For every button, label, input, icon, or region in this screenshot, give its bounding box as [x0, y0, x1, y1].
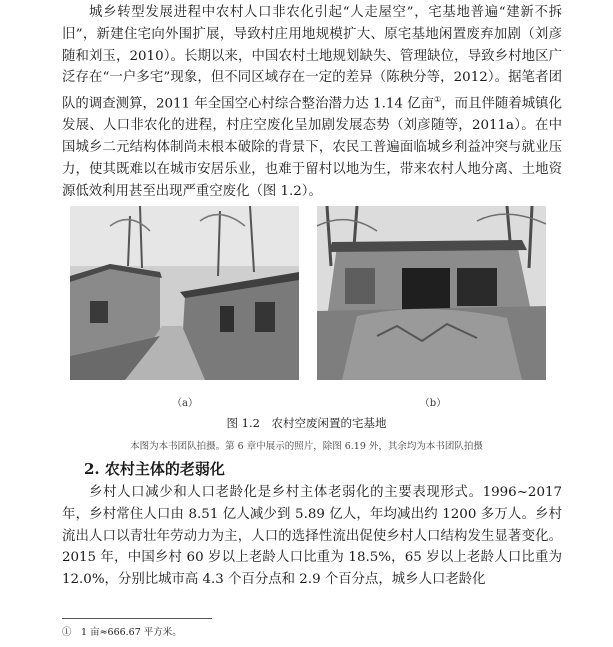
photo-collapsed-house — [317, 206, 546, 380]
figure-sublabel-a: （a） — [172, 398, 198, 409]
footnote-divider — [62, 618, 212, 619]
paragraph-1-text: 城乡转型发展进程中农村人口非农化引起“人走屋空”，宅基地普遍“建新不拆旧”，新建住宅向外围扩展，导致村庄用地规模扩大、原宅基地闲置废弃加剧（刘彦随和刘玉，2010）。长期以来，中国农村土地规划缺失、管理缺位，导致乡村地区广泛存在“一户多宅”现象，但不同区域存在一定的差异（陈秧分等，2012）。据笔者团队的调查测算，2011 年全国空心村综合整治潜力达 1.14 亿亩 — [62, 5, 562, 112]
paragraph-1-continued: ，而且伴随着城镇化发展、人口非农化的进程，村庄空废化呈加剧发展态势（刘彦随等，2011a）。在中国城乡二元结构体制尚未根本破除的背景下，农民工普遍面临城乡利益冲突与就业压力，使其既难以在城市安居乐业，也难于留村以地为生，带来农村人地分离、土地资源低效利用甚至出现严重空废化（图 1.2）。 — [62, 96, 562, 199]
figure-note: 本图为本书团队拍摄。第 6 章中展示的照片，除图 6.19 外，其余均为本书团队拍摄 — [130, 441, 483, 452]
photo-village-lane — [70, 206, 299, 380]
section-heading: 2. 农村主体的老弱化 — [84, 460, 225, 478]
footnote: ① 1 亩≈666.67 平方米。 — [62, 627, 182, 638]
footnote-marker[interactable]: ① — [434, 95, 442, 105]
figure-sublabel-b: （b） — [419, 398, 447, 409]
body-paragraph-1 — [62, 2, 562, 203]
body-paragraph-2: 乡村人口减少和人口老龄化是乡村主体老弱化的主要表现形式。1996~2017 年，乡村常住人口由 8.51 亿人减少到 5.89 亿人，年均减出约 1200 多万人。乡村流出人口以青壮年劳动力为主，人口的选择性流出促使乡村人口结构发生显著变化。2015 年，中国乡村 60 岁以上老龄人口比重为 18.5%，65 岁以上老龄人口比重为 12.0%，分别比城市高 4.3 个百分点和 2.9 个百分点，城乡人口老龄化 — [62, 485, 562, 588]
figure-caption: 图 1.2 农村空废闲置的宅基地 — [226, 416, 387, 430]
